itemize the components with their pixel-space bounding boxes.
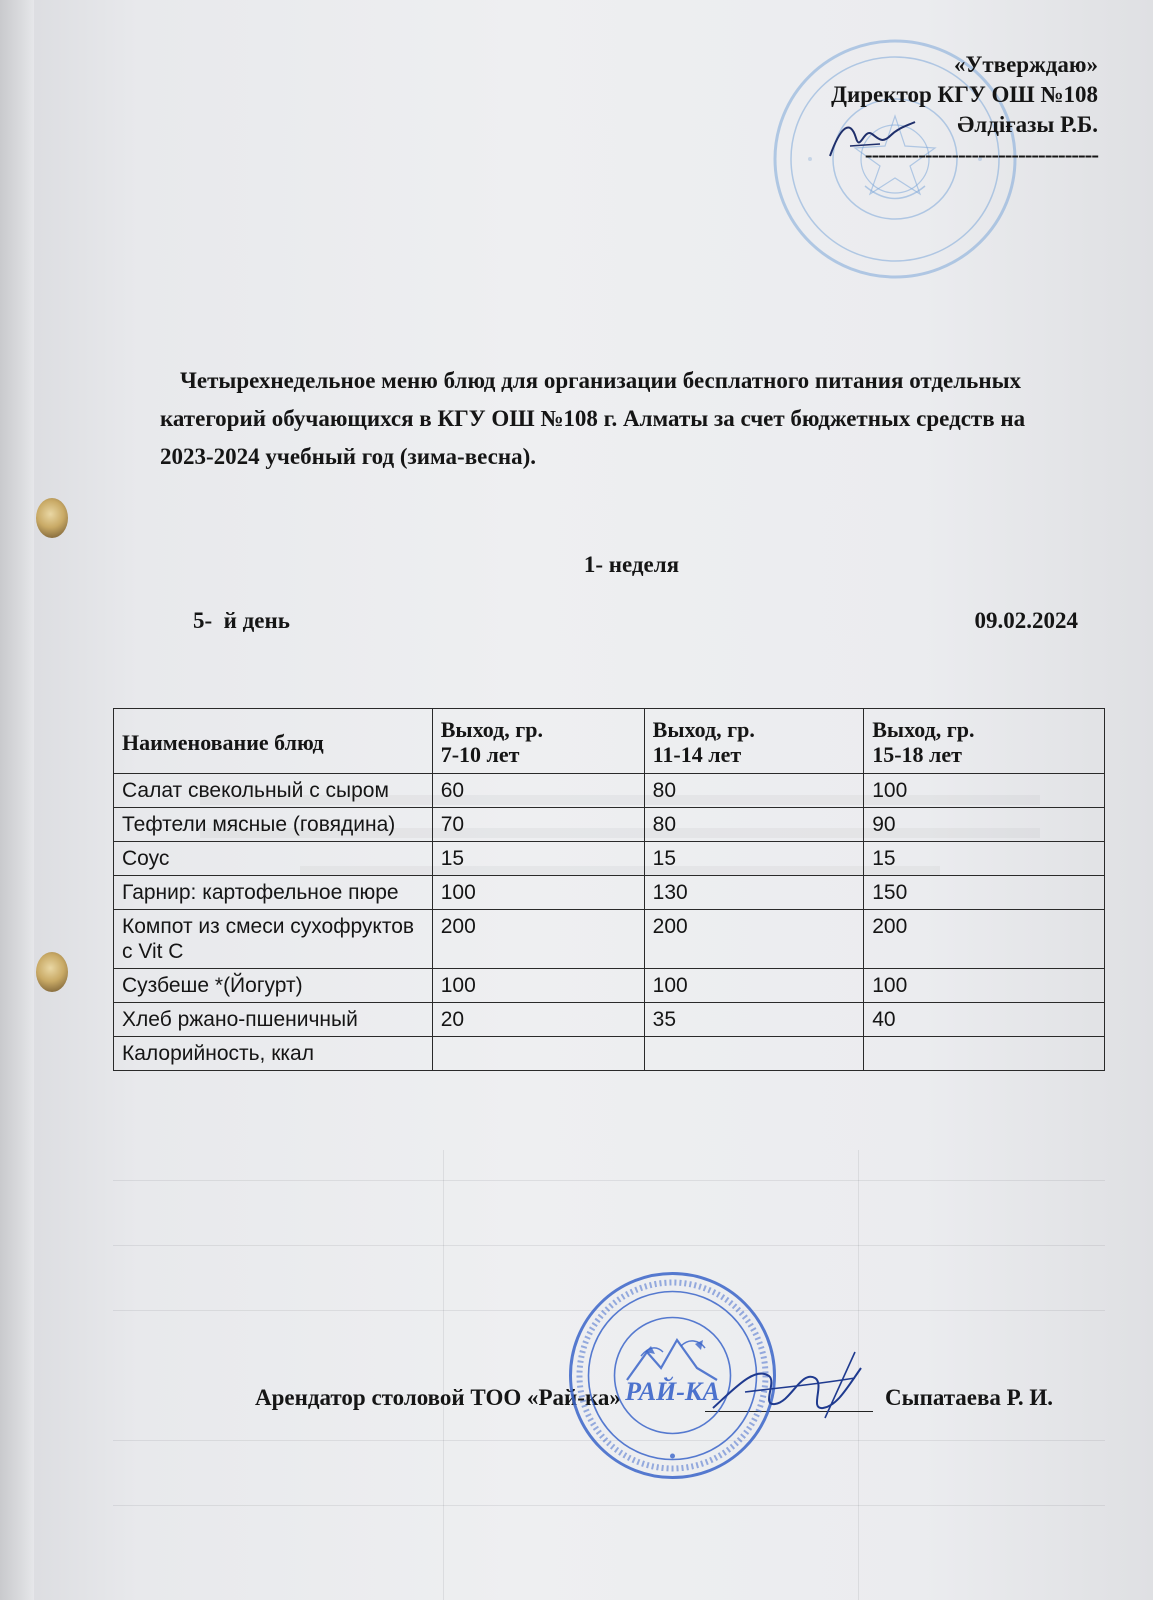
punch-hole (36, 952, 68, 992)
portion-7-10: 70 (432, 808, 644, 842)
portion-7-10: 200 (432, 910, 644, 969)
lessee-label: Арендатор столовой ТОО «Рай-ка» (255, 1385, 621, 1410)
table-row (114, 876, 1105, 910)
week-label: 1- неделя (583, 552, 680, 577)
dish-name: Компот из смеси сухофруктов с Vit C (114, 910, 433, 969)
approver-name: Әлдіғазы Р.Б. (957, 112, 1098, 137)
lessee-signature-icon (705, 1348, 865, 1428)
portion-15-18: 150 (864, 876, 1105, 910)
table-row (114, 808, 1105, 842)
column-header (644, 709, 864, 774)
table-header-row (114, 709, 1105, 774)
dish-name: Тефтели мясные (говядина) (114, 808, 433, 842)
column-header (864, 709, 1105, 774)
portion-7-10 (432, 1037, 644, 1071)
portion-11-14: 200 (644, 910, 864, 969)
binder-edge (0, 0, 34, 1600)
portion-11-14 (644, 1037, 864, 1071)
dish-name: Хлеб ржано-пшеничный (114, 1003, 433, 1037)
lessee-name: Сыпатаева Р. И. (885, 1385, 1053, 1410)
portion-11-14: 35 (644, 1003, 864, 1037)
dish-name: Гарнир: картофельное пюре (114, 876, 433, 910)
portion-15-18: 100 (864, 969, 1105, 1003)
portion-7-10: 15 (432, 842, 644, 876)
dish-name: Соус (114, 842, 433, 876)
seal-text: РАЙ-КА (625, 1377, 720, 1406)
dish-name: Салат свекольный с сыром (114, 774, 433, 808)
portion-11-14: 100 (644, 969, 864, 1003)
portion-7-10: 100 (432, 969, 644, 1003)
portion-7-10: 60 (432, 774, 644, 808)
director-signature-icon (820, 108, 920, 168)
dish-name: Сузбеше *(Йогурт) (114, 969, 433, 1003)
header-text: Выход, гр. 11-14 лет (652, 717, 755, 767)
table-row (114, 1003, 1105, 1037)
column-header: Наименование блюд (114, 709, 433, 774)
punch-hole (36, 498, 68, 538)
table-row (114, 774, 1105, 808)
portion-15-18: 90 (864, 808, 1105, 842)
dish-name: Калорийность, ккал (114, 1037, 433, 1071)
document-title: Четырехнедельное меню блюд для организации бесплатного питания отдельных категорий обучающихся в КГУ ОШ №108 г. Алматы за счет бюджетных средств на 2023-2024 учебный год (зима-весна). (160, 368, 1026, 469)
day-label: 5- й день (193, 608, 290, 633)
portion-11-14: 80 (644, 774, 864, 808)
approval-heading: «Утверждаю» (954, 52, 1098, 77)
portion-15-18 (864, 1037, 1105, 1071)
date-label: 09.02.2024 (974, 608, 1078, 633)
table-row (114, 910, 1105, 969)
portion-7-10: 20 (432, 1003, 644, 1037)
portion-7-10: 100 (432, 876, 644, 910)
approver-position: Директор КГУ ОШ №108 (831, 82, 1098, 107)
portion-11-14: 80 (644, 808, 864, 842)
portion-15-18: 40 (864, 1003, 1105, 1037)
header-text: Выход, гр. 7-10 лет (440, 717, 543, 767)
approval-signature-line: ----------------------------------- (864, 142, 1098, 167)
column-header (432, 709, 644, 774)
table-row (114, 842, 1105, 876)
table-row (114, 969, 1105, 1003)
portion-15-18: 15 (864, 842, 1105, 876)
header-text: Выход, гр. 15-18 лет (872, 717, 975, 767)
portion-15-18: 100 (864, 774, 1105, 808)
table-row (114, 1037, 1105, 1071)
portion-15-18: 200 (864, 910, 1105, 969)
menu-table (113, 708, 1105, 1071)
portion-11-14: 130 (644, 876, 864, 910)
portion-11-14: 15 (644, 842, 864, 876)
